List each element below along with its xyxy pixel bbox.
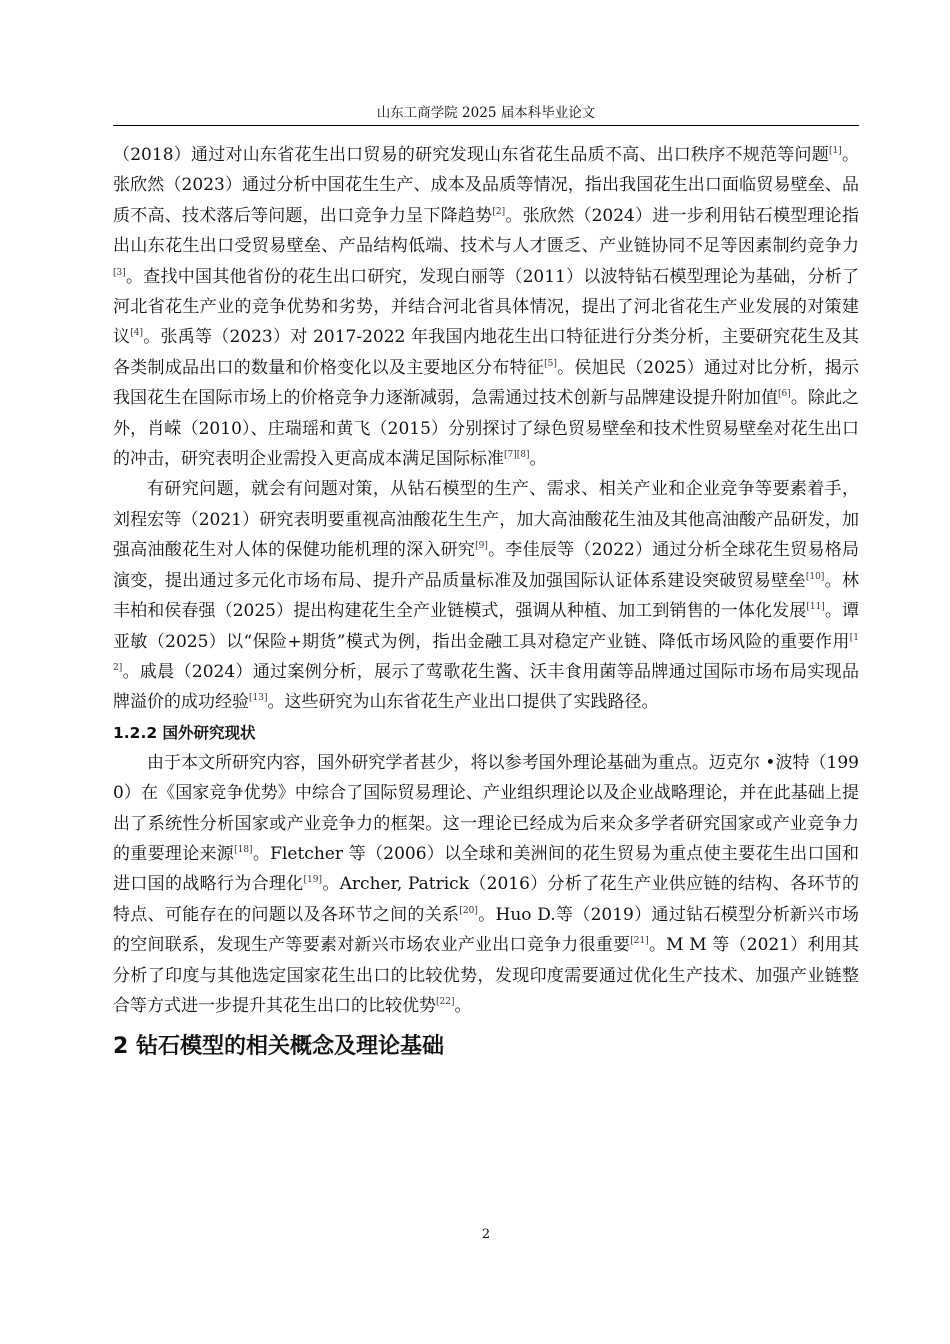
paragraph-text: 。 [529, 449, 547, 470]
citation-marker: [6] [778, 389, 791, 400]
citation-marker: [1] [829, 146, 842, 156]
paragraph-countermeasures [113, 474, 859, 717]
citation-marker: [4] [130, 328, 143, 339]
paragraph-foreign-studies [113, 748, 859, 1022]
citation-marker: [20] [459, 905, 478, 916]
paragraph-text: 。张欣然（2023）通过分析中国花生生产、成本及品质等情况，指出我国花生出口面临贸易壁垒、品质不高、技术落后等问题，出口竞争力呈下降趋势 [113, 145, 860, 226]
paragraph-text: 。这些研究为山东省花生产业出口提供了实践路径。 [267, 692, 659, 713]
paragraph-text: 。侯旭民（2025）通过对比分析，揭示我国花生在国际市场上的价格竞争力逐渐减弱，急需通过技术创新与品牌建设提升附加值 [113, 357, 860, 409]
paragraph-text: 。Fletcher 等（2006）以全球和美洲间的花生贸易为重点使主要花生出口国和进口国的战略行为合理化 [113, 843, 859, 895]
paragraph-text: 。谭亚敏（2025）以“保险+期货”模式为例，指出金融工具对稳定产业链、降低市场风险的重要作用 [113, 601, 860, 652]
citation-marker: [8] [516, 450, 530, 461]
citation-marker: [11] [806, 602, 825, 613]
page-number: 2 [481, 1227, 491, 1242]
subsection-heading-foreign-research: 1.2.2 国外研究现状 [113, 723, 256, 742]
paragraph-text: 。林丰柏和侯春强（2025）提出构建花生全产业链模式，强调从种植、加工到销售的一体化发展 [113, 570, 860, 622]
paragraph-text: 由于本文所研究内容，国外研究学者甚少，将以参考国外理论基础为重点。迈克尔 •波特（1990）在《国家竞争优势》中综合了国际贸易理论、产业组织理论以及企业战略理论，并在此基础上提出了系统性分析国家或产业竞争力的框架。这一理论已经成为后来众多学者研究国家或产业竞争力的重要理论来源 [113, 752, 859, 864]
citation-marker: [2] [492, 206, 506, 217]
page-header: 山东工商学院 2025 届本科毕业论文 [376, 105, 596, 121]
paragraph-text: 。Huo D.等（2019）通过钻石模型分析新兴市场的空间联系，发现生产等要素对新兴市场农业产业出口竞争力很重要 [113, 904, 860, 956]
paragraph-text: 。 [454, 995, 472, 1016]
body-text [113, 140, 859, 1063]
citation-marker: [9] [475, 541, 488, 552]
citation-marker: [13] [249, 693, 268, 704]
citation-marker: [12] [113, 632, 859, 673]
citation-marker: [18] [234, 844, 253, 855]
section-heading-diamond-model: 2 钻石模型的相关概念及理论基础 [113, 1034, 444, 1060]
paragraph-text: 。李佳辰等（2022）通过分析全球花生贸易格局演变，提出通过多元化市场布局、提升产品质量标准及加强国际认证体系建设突破贸易壁垒 [113, 540, 860, 591]
paragraph-text: 。除此之外，肖嵘（2010）、庄瑞瑶和黄飞（2015）分别探讨了绿色贸易壁垒和技术性贸易壁垒对花生出口的冲击，研究表明企业需投入更高成本满足国际标准 [113, 388, 860, 470]
citation-marker: [21] [630, 936, 649, 947]
paragraph-text: 有研究问题，就会有问题对策，从钻石模型的生产、需求、相关产业和企业竞争等要素着手，刘程宏等（2021）研究表明要重视高油酸花生生产，加大高油酸花生油及其他高油酸产品研发，加强高油酸花生对人体的保健功能机理的深入研究 [113, 479, 859, 561]
paragraph-text: （2018）通过对山东省花生出口贸易的研究发现山东省花生品质不高、出口秩序不规范等问题 [113, 145, 830, 165]
paragraph-text: 。张欣然（2024）进一步利用钻石模型理论指出山东花生出口受贸易壁垒、产品结构低端、技术与人才匮乏、产业链协同不足等因素制约竞争力 [113, 205, 859, 257]
citation-marker: [10] [805, 571, 825, 582]
citation-marker: [7] [504, 450, 517, 461]
paragraph-domestic-studies-continued [113, 140, 859, 474]
citation-marker: [3] [113, 267, 126, 278]
header-rule [113, 125, 859, 126]
citation-marker: [22] [436, 996, 455, 1007]
paragraph-text: 。查找中国其他省份的花生出口研究，发现白丽等（2011）以波特钻石模型理论为基础，分析了河北省花生产业的竞争优势和劣势，并结合河北省具体情况，提出了河北省花生产业发展的对策建议 [113, 266, 859, 348]
citation-marker: [19] [303, 875, 323, 886]
paragraph-text: 。M M 等（2021）利用其分析了印度与其他选定国家花生出口的比较优势，发现印度需要通过优化生产技术、加强产业链整合等方式进一步提升其花生出口的比较优势 [113, 935, 859, 1016]
paragraph-text: 。戚晨（2024）通过案例分析，展示了莺歌花生酱、沃丰食用菌等品牌通过国际市场布局实现品牌溢价的成功经验 [113, 661, 859, 713]
citation-marker: [5] [544, 358, 557, 369]
paragraph-text: 。Archer, Patrick（2016）分析了花生产业供应链的结构、各环节的特点、可能存在的问题以及各环节之间的关系 [113, 874, 859, 925]
paragraph-text: 。张禹等（2023）对 2017-2022 年我国内地花生出口特征进行分类分析，主要研究花生及其各类制成品出口的数量和价格变化以及主要地区分布特征 [113, 327, 860, 378]
